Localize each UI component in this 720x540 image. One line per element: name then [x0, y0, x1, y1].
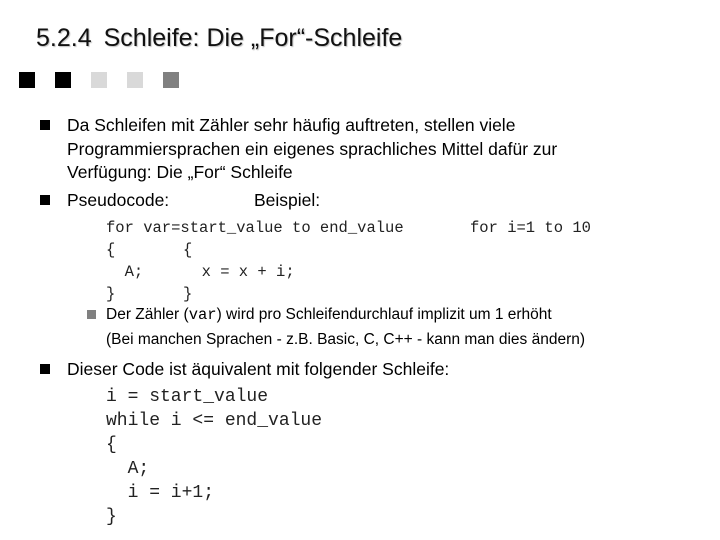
pseudocode-label: Pseudocode: — [67, 190, 170, 210]
bullet-marker — [40, 195, 50, 205]
example-code-body: { x = x + i; } — [183, 241, 295, 303]
bullet1-line1: Da Schleifen mit Zähler sehr häufig auftreten, stellen viele — [67, 115, 516, 135]
square-3 — [91, 72, 107, 88]
bullet-marker — [40, 364, 50, 374]
example-code-header: for i=1 to 10 — [470, 219, 591, 237]
square-2 — [55, 72, 71, 88]
example-label: Beispiel: — [254, 190, 321, 210]
bullet-marker — [40, 120, 50, 130]
square-1 — [19, 72, 35, 88]
bullet3-text: Dieser Code ist äquivalent mit folgender Schleife: — [67, 359, 450, 379]
slide-title — [36, 24, 402, 53]
sub-bullet-marker — [87, 310, 96, 319]
while-loop-code: i = start_value while i <= end_value { A; i = i+1; } — [106, 387, 323, 527]
pseudocode-block: for var=start_value to end_value { A; } — [106, 219, 404, 303]
square-5 — [163, 72, 179, 88]
sub-bullet-suffix: ) wird pro Schleifendurchlauf implizit um 1 erhöht — [216, 306, 552, 323]
bullet1-line3: Verfügung: Die „For“ Schleife — [67, 162, 293, 182]
sub-bullet-line1 — [106, 305, 552, 325]
title-text: Schleife: Die „For“-Schleife — [103, 24, 403, 52]
sub-bullet-line2: (Bei manchen Sprachen - z.B. Basic, C, C++ - kann man dies ändern) — [106, 331, 586, 348]
sub-bullet-code: var — [188, 306, 217, 324]
bullet1-line2: Programmiersprachen ein eigenes sprachliches Mittel dafür zur — [67, 139, 558, 159]
sub-bullet-prefix: Der Zähler ( — [106, 306, 189, 323]
title-number: 5.2.4 — [36, 24, 92, 52]
square-4 — [127, 72, 143, 88]
